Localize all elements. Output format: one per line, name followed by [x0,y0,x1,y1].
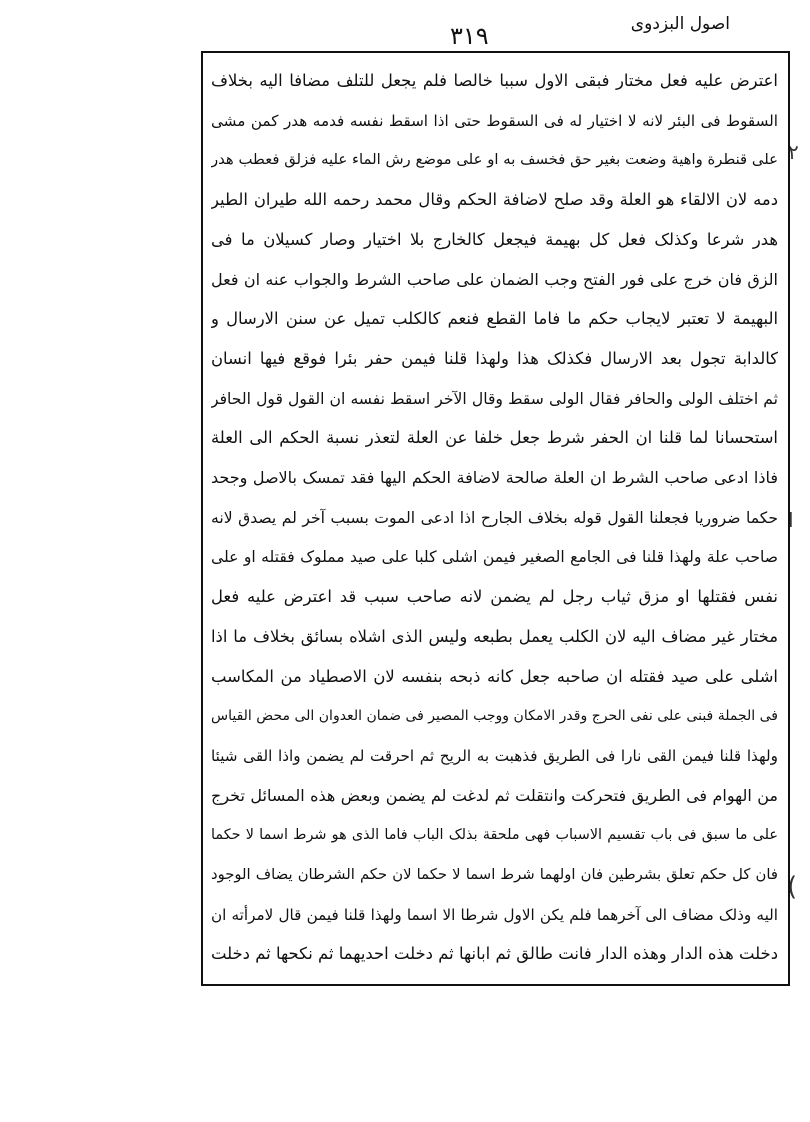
text-line: نفس فقتلها او مزق ثیاب رجل لم یضمن لانه صاحب سبب قد اعترض علیه فعل [211,587,778,607]
text-line: ثم اختلف الولی والحافر فقال الولی سقط وقال الآخر اسقط نفسه ان القول قول الحافر [211,389,778,408]
text-frame [201,51,790,986]
text-line: دخلت هذه الدار وهذه الدار فانت طالق ثم ابانها ثم دخلت احدیهما ثم نکحها ثم دخلت [211,944,778,964]
text-line: فی الجملة فبنی علی نفی الحرج وقدر الامکان ووجب المصیر فی ضمان العدوان الی محض القیاس [211,708,778,725]
margin-mark: ( [787,872,798,902]
text-line: الزق فان خرج علی فور الفتح وجب الضمان علی صاحب الشرط والجواب عنه ان فعل [211,269,778,289]
text-line: علی ما سبق فی باب تقسیم الاسباب فهی ملحقة بذلک الباب فاما الذی هو شرط اسما لا حکما [211,827,778,844]
text-body [211,61,778,974]
text-line: دمه لان الالقاء هو العلة وقد صلح لاضافة الحکم وقال محمد رحمه الله طیران الطیر [211,190,778,210]
text-line: اشلی علی صید فقتله ان صاحبه جعل کانه ذبحه بنفسه لان الاصطیاد من المکاسب [211,666,778,686]
text-line: مختار غیر مضاف الیه لان الکلب یعمل بطبعه ولیس الذی اشلاه بسائق بخلاف ما اذا [211,626,778,646]
margin-mark: ٢ [788,140,799,164]
running-title: اصول البزدوی [630,14,730,34]
text-line: ولهذا قلنا فیمن القی نارا فی الطریق فذهبت به الریح ثم احرقت لم یضمن واذا القی شیئا [211,746,778,765]
text-line: البهیمة لا تعتبر لایجاب حکم ما فاما القطع فنعم کالکلب تمیل عن سنن الارسال و [211,309,778,329]
text-line: فان کل حکم تعلق بشرطین فان اولهما شرط اسما لا حکما لان حکم الشرطان یضاف الوجود [211,866,778,884]
text-line: اعترض علیه فعل مختار فبقی الاول سببا خالصا فلم یجعل للتلف مضافا الیه بخلاف [211,71,778,90]
text-line: علی قنطرة واهیة وضعت بغیر حق فخسف به او علی موضع رش الماء علیه فزلق فعطب هدر [211,151,778,169]
text-line: صاحب علة ولهذا قلنا فی الجامع الصغیر فیمن اشلی کلبا علی صید مملوک فقتله او علی [211,548,778,567]
text-line: هدر شرعا وکذلک فعل کل بهیمة فیجعل کالخارج بلا اختیار وصار کسیلان ما فی [211,229,778,249]
page-number: ۳۱۹ [450,22,489,50]
text-line: حکما ضروریا فجعلنا القول قوله بخلاف الجارح اذا ادعی الموت بسبب آخر لم یصدق لانه [211,508,778,527]
text-line: کالدابة تجول بعد الارسال فکذلک هذا ولهذا قلنا فیمن حفر بئرا فوقع فیها انسان [211,348,778,368]
text-line: الیه وذلک مضاف الی آخرهما فلم یکن الاول شرطا الا اسما ولهذا قلنا فیمن قال لامرأته ان [211,905,778,924]
text-line: السقوط فی البئر لانه لا اختیار له فی السقوط حتی اذا اسقط نفسه فدمه هدر کمن مشی [211,111,778,130]
text-line: من الهوام فی الطریق فتحرکت وانتقلت ثم لدغت لم یضمن وبعض هذه المسائل تخرج [211,785,778,805]
margin-mark: ا [788,508,794,532]
text-line: فاذا ادعی صاحب الشرط ان العلة صالحة لاضافة الحکم الیها فقد تمسک بالاصل وجحد [211,468,778,488]
text-line: استحسانا لما قلنا ان الحفر شرط جعل خلفا عن العلة لتعذر نسبة الحکم الی العلة [211,428,778,448]
